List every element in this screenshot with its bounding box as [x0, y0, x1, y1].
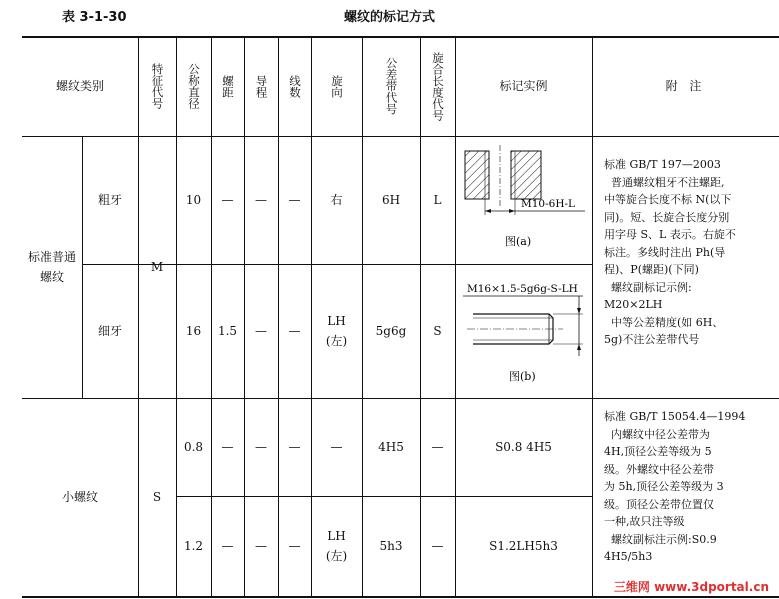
- note-line: 用字母 S、L 表示。右旋不: [604, 228, 736, 241]
- lead-cell: —: [255, 439, 267, 454]
- starts-cell: —: [288, 538, 301, 553]
- header-example: 标记实例: [499, 78, 548, 93]
- category-standard-thread: 标准普通螺纹: [28, 250, 77, 284]
- note-line: 中等公差精度(如 6H、: [604, 315, 724, 329]
- figure-a-caption: 图(a): [505, 235, 532, 248]
- starts-cell: —: [288, 192, 301, 207]
- note-line: 级。外螺纹中径公差带: [604, 462, 714, 476]
- bottom-rule: [22, 596, 779, 598]
- feature-code-m: M: [150, 259, 164, 274]
- example-cell: S1.2LH5h3: [489, 538, 558, 553]
- figure-a-label: M10-6H-L: [521, 198, 576, 210]
- lead-cell: —: [255, 323, 267, 338]
- pitch-cell: 1.5: [217, 323, 238, 338]
- lead-cell: —: [255, 192, 267, 207]
- watermark: 三维网 www.3dportal.cn: [613, 580, 769, 594]
- pitch-cell: —: [221, 439, 234, 454]
- direction-cell: 右: [330, 192, 343, 207]
- starts-cell: —: [288, 439, 301, 454]
- length-cell: S: [433, 323, 442, 338]
- starts-cell: —: [288, 323, 301, 338]
- note-line: M20×2LH: [604, 298, 663, 311]
- subtype-coarse: 粗牙: [97, 192, 122, 207]
- direction-cell: —: [330, 439, 343, 454]
- diameter-cell: 1.2: [183, 538, 204, 553]
- header-notes: 附 注: [665, 78, 706, 93]
- note-line: 螺纹副标记示例:: [604, 280, 692, 294]
- diameter-cell: 16: [185, 323, 202, 338]
- tolerance-cell: 4H5: [378, 439, 404, 454]
- note-line: 4H5/5h3: [604, 550, 653, 563]
- pitch-cell: —: [221, 538, 234, 553]
- figure-b-label: M16×1.5-5g6g-S-LH: [467, 283, 578, 295]
- diameter-cell: 10: [185, 192, 202, 207]
- note-line: 级。顶径公差带位置仅: [604, 497, 714, 511]
- notes-small-thread: [604, 408, 776, 566]
- diameter-cell: 0.8: [183, 439, 204, 454]
- header-engagement-length: 旋合长度代号: [431, 51, 445, 121]
- category-small-thread: 小螺纹: [61, 489, 98, 504]
- notes-standard-thread: [604, 156, 776, 349]
- header-lead: 导程: [254, 74, 269, 98]
- note-line: 内螺纹中径公差带为: [604, 427, 710, 441]
- length-cell: —: [431, 439, 444, 454]
- table-number: 表 3-1-30: [62, 10, 127, 25]
- example-cell: S0.8 4H5: [495, 439, 552, 454]
- table-title: 螺纹的标记方式: [343, 10, 435, 25]
- figure-a-internal-thread: [459, 145, 589, 261]
- header-nominal-diameter: 公称直径: [187, 63, 201, 109]
- direction-cell: LH (左): [325, 314, 348, 348]
- feature-code-s: S: [152, 489, 162, 504]
- header-direction: 旋向: [330, 74, 344, 98]
- note-line: 4H,顶径公差等级为 5: [604, 445, 712, 458]
- header-starts: 线数: [288, 74, 302, 98]
- header-feature-code: 特征代号: [150, 63, 165, 109]
- header-pitch: 螺距: [221, 74, 235, 98]
- note-line: 标注。多线时注出 Ph(导: [604, 245, 726, 259]
- note-line: 普通螺纹粗牙不注螺距,: [604, 175, 725, 189]
- figure-b-caption: 图(b): [509, 370, 536, 383]
- header-category: 螺纹类别: [55, 78, 104, 93]
- lead-cell: —: [255, 538, 267, 553]
- note-line: 中等旋合长度不标 N(以下: [604, 193, 732, 206]
- header-tolerance-zone: 公差带代号: [384, 57, 399, 115]
- note-line: 标准 GB/T 15054.4—1994: [604, 410, 746, 423]
- direction-cell: LH (左): [325, 529, 348, 563]
- length-cell: L: [433, 192, 442, 207]
- note-line: 5g)不注公差带代号: [604, 333, 700, 346]
- figure-b-external-thread: [459, 276, 589, 394]
- tolerance-cell: 5h3: [379, 538, 403, 553]
- tolerance-cell: 5g6g: [375, 323, 407, 338]
- tolerance-cell: 6H: [381, 192, 401, 207]
- subtype-fine: 细牙: [97, 323, 122, 338]
- note-line: 程)、P(螺距)(下同): [604, 263, 699, 276]
- note-line: 一种,故只注等级: [604, 515, 685, 528]
- pitch-cell: —: [221, 192, 234, 207]
- note-line: 标准 GB/T 197—2003: [604, 158, 721, 171]
- note-line: 同)。短、长旋合长度分别: [604, 210, 730, 224]
- note-line: 螺纹副标注示例:S0.9: [604, 532, 717, 546]
- note-line: 为 5h,顶径公差等级为 3: [604, 480, 724, 493]
- length-cell: —: [431, 538, 444, 553]
